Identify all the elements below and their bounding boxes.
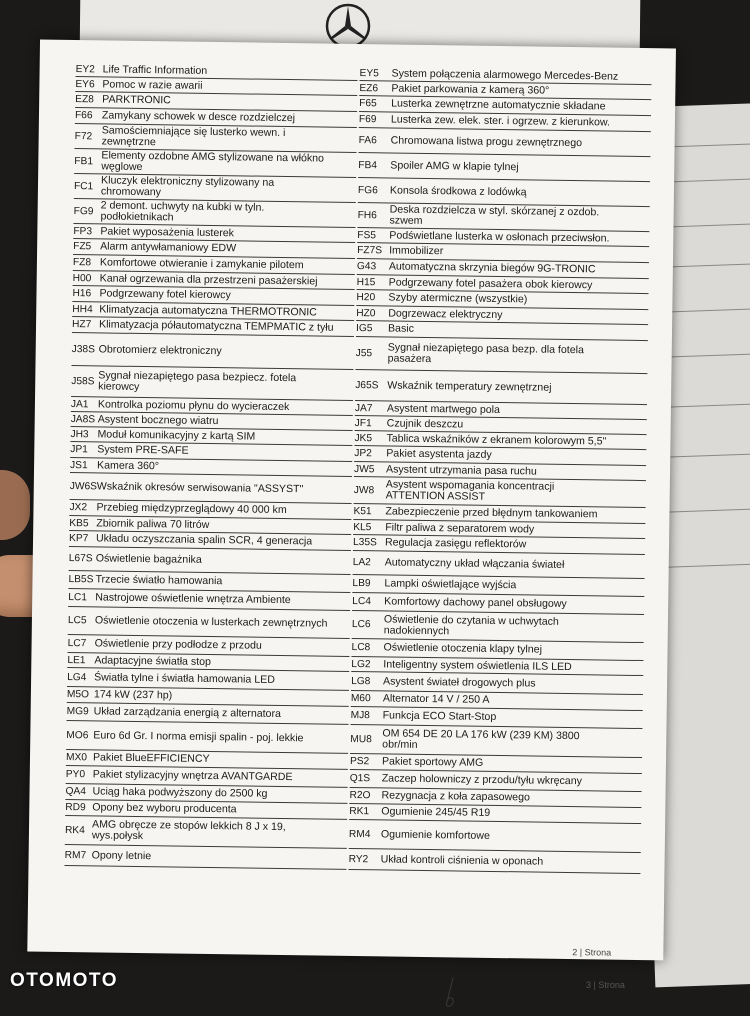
option-description: Lampki oświetlające wyjścia — [384, 577, 517, 592]
equipment-row-right — [350, 725, 642, 758]
equipment-row-left — [66, 721, 348, 754]
option-description: Rezygnacja z koła zapasowego — [381, 789, 530, 804]
option-description: Asystent martwego pola — [386, 401, 501, 416]
option-description: Asystent bocznego wiatru — [97, 412, 219, 427]
option-description: Lusterka zew. elek. ster. i ogrzew. z kierunkow. — [390, 113, 611, 129]
option-code: KB5 — [69, 517, 89, 529]
handwritten-mark — [434, 973, 465, 1013]
option-code: K51 — [353, 505, 372, 518]
option-description: Komfortowy dachowy panel obsługowy — [384, 595, 567, 610]
option-description: Układu oczyszczania spalin SCR, 4 generacja — [95, 532, 313, 548]
option-code: LC4 — [352, 595, 371, 608]
option-code: JK5 — [354, 432, 373, 444]
equipment-row-right — [355, 337, 647, 374]
option-code: L35S — [352, 536, 377, 549]
option-code: J58S — [71, 375, 95, 387]
option-description: Alarm antywłamaniowy EDW — [100, 240, 237, 255]
equipment-list-sheet — [27, 40, 676, 961]
option-description: Pakiet BlueEFFICIENCY — [92, 751, 210, 765]
option-description: Pakiet asystenta jazdy — [386, 447, 492, 461]
page-number: 2 | Strona — [572, 947, 612, 958]
equipment-row-right — [348, 849, 640, 874]
equipment-row-left — [68, 607, 350, 639]
option-code: F65 — [359, 98, 377, 110]
option-code: LA2 — [352, 556, 371, 569]
option-code: JA7 — [354, 402, 373, 414]
option-code: IG5 — [355, 323, 373, 335]
option-code: RM4 — [348, 828, 371, 840]
option-description: Moduł komunikacyjny z kartą SIM — [97, 427, 256, 443]
option-description: Asystent utrzymania pasa ruchu — [385, 462, 537, 478]
option-description: Uciąg haka podwyższony do 2500 kg — [92, 785, 268, 800]
option-code: Q1S — [349, 772, 371, 785]
option-description: Podgrzewany fotel pasażera obok kierowcy — [388, 275, 593, 291]
option-code: FH6 — [357, 209, 377, 221]
option-description: Oświetlenie otoczenia klapy tylnej — [383, 641, 543, 656]
option-description: Asystent wspomagania koncentracji ATTENTION ASSIST — [385, 478, 555, 503]
option-description: Funkcja ECO Start-Stop — [382, 709, 497, 723]
equipment-row-right — [355, 370, 647, 405]
option-code: EY2 — [75, 63, 95, 75]
option-code: F69 — [358, 114, 377, 126]
option-description: Komfortowe otwieranie i zamykanie pilotem — [99, 256, 304, 272]
option-code: RM7 — [64, 849, 87, 861]
option-description: OM 654 DE 20 LA 176 kW (239 KM) 3800 obr/min — [382, 727, 580, 751]
option-description: Oświetlenie bagażnika — [95, 552, 202, 566]
option-code: LC8 — [351, 641, 371, 654]
option-description: Kontrolka poziomu płynu do wycieraczek — [97, 397, 290, 413]
option-code: MX0 — [65, 751, 88, 764]
option-code: HZ7 — [71, 319, 92, 331]
option-description: Pomoc w razie awarii — [102, 77, 203, 92]
option-code: LB5S — [68, 574, 94, 586]
option-code: LG4 — [67, 671, 87, 683]
equipment-row-left — [70, 473, 352, 504]
option-description: Oświetlenie przy podłodze z przodu — [94, 637, 262, 652]
option-description: Automatyczna skrzynia biegów 9G-TRONIC — [388, 260, 596, 276]
option-code: H20 — [356, 292, 376, 304]
option-description: Basic — [387, 322, 415, 335]
option-description: Sygnał niezapiętego pasa bezp. dla fotela pasażera — [387, 341, 584, 366]
option-code: LE1 — [67, 654, 86, 666]
option-code: EZ8 — [75, 94, 94, 106]
option-description: Zamykany schowek w desce rozdzielczej — [101, 109, 296, 125]
option-description: Klimatyzacja półautomatyczna TEMPMATIC z tyłu — [98, 318, 334, 334]
equipment-row-right — [349, 820, 641, 853]
option-description: Ogumienie komfortowe — [380, 827, 490, 842]
option-code: LC1 — [68, 592, 88, 604]
option-description: Nastrojowe oświetlenie wnętrza Ambiente — [95, 591, 291, 607]
finger — [0, 470, 30, 540]
option-description: Opony letnie — [91, 848, 152, 862]
option-code: KP7 — [68, 533, 89, 545]
option-code: EY6 — [75, 78, 95, 90]
option-code: J38S — [71, 343, 96, 355]
option-code: LG2 — [351, 658, 371, 670]
option-code: FG9 — [73, 205, 94, 217]
option-code: FP3 — [73, 225, 93, 237]
option-code: LC6 — [351, 618, 371, 631]
option-code: MJ8 — [350, 709, 370, 722]
option-description: Immobilizer — [389, 244, 444, 258]
equipment-list-right — [348, 66, 651, 874]
option-description: Układ zarządzania energią z alternatora — [93, 705, 281, 720]
option-code: JP2 — [354, 447, 372, 460]
option-description: Kanał ogrzewania dla przestrzeni pasażerskiej — [99, 271, 318, 287]
option-code: H15 — [356, 276, 376, 288]
equipment-list-left — [64, 62, 357, 870]
option-code: MG9 — [66, 705, 89, 718]
option-code: JF1 — [354, 417, 372, 429]
option-code: F72 — [74, 130, 93, 142]
option-description: Układ kontroli ciśnienia w oponach — [380, 852, 544, 868]
option-description: Kluczyk elektroniczny stylizowany na chromowany — [100, 174, 275, 199]
equipment-row-left — [75, 124, 357, 153]
option-code: J55 — [355, 347, 373, 359]
option-description: Szyby atermiczne (wszystkie) — [388, 291, 528, 306]
option-code: FA6 — [358, 134, 377, 146]
option-code: HH4 — [72, 303, 93, 315]
option-code: H00 — [72, 272, 92, 284]
option-description: 2 demont. uchwyty na kubki w tyln. podłokietnikach — [100, 199, 265, 224]
option-code: LC7 — [67, 638, 87, 650]
option-description: AMG obręcze ze stopów lekkich 8 J x 19, wys.połysk — [91, 818, 286, 843]
option-code: PY0 — [65, 768, 86, 781]
option-code: G43 — [356, 261, 377, 273]
option-description: Obrotomierz elektroniczny — [98, 342, 222, 357]
option-description: Deska rozdzielcza w styl. skórzanej z ozdob. szwem — [389, 203, 600, 227]
option-code: F66 — [74, 110, 93, 122]
option-description: System połączenia alarmowego Mercedes-Benz — [391, 66, 619, 83]
option-description: Elementy ozdobne AMG stylizowane na włókno węglowe — [101, 149, 325, 174]
option-description: Pakiet sportowy AMG — [381, 755, 484, 769]
equipment-row-left — [65, 816, 347, 849]
option-code: FZ7S — [357, 245, 383, 257]
option-description: Światła tylne i światła hamowania LED — [94, 670, 275, 686]
option-description: Wskaźnik okresów serwisowania "ASSYST" — [96, 479, 304, 495]
option-description: Konsola środkowa z lodówką — [389, 183, 527, 198]
option-description: Kamera 360° — [97, 458, 160, 472]
option-description: Wskaźnik temperatury zewnętrznej — [387, 378, 552, 394]
option-code: RY2 — [348, 853, 369, 865]
option-code: JW5 — [353, 463, 375, 475]
option-description: Dogrzewacz elektryczny — [388, 306, 503, 321]
option-code: J65S — [355, 379, 379, 391]
option-code: EY5 — [359, 67, 379, 79]
option-code: JH3 — [70, 428, 89, 440]
option-description: Tablica wskaźników z ekranem kolorowym 5,5" — [386, 431, 607, 448]
option-code: JP1 — [70, 444, 88, 456]
option-code: FB1 — [74, 155, 94, 167]
option-description: Chromowana listwa progu zewnętrznego — [390, 133, 583, 149]
option-description: Zaczep holowniczy z przodu/tyłu wkręcany — [381, 772, 583, 788]
option-code: FC1 — [73, 180, 94, 192]
option-code: QA4 — [65, 785, 87, 798]
option-description: Inteligentny system oświetlenia ILS LED — [383, 657, 572, 673]
option-description: Podświetlane lusterka w osłonach przeciwsłon. — [389, 228, 610, 245]
option-code: KL5 — [353, 521, 372, 533]
option-description: Klimatyzacja automatyczna THERMOTRONIC — [99, 302, 317, 318]
option-code: PS2 — [349, 755, 370, 768]
option-code: JW8 — [353, 484, 375, 496]
option-code: MO6 — [66, 729, 89, 741]
option-code: LC5 — [67, 615, 87, 627]
equipment-row-right — [354, 477, 646, 508]
option-description: System PRE-SAFE — [97, 443, 189, 457]
option-code: R2O — [349, 789, 371, 802]
option-code: LG8 — [351, 675, 371, 687]
option-code: HZ0 — [356, 307, 376, 319]
option-code: EZ6 — [359, 82, 379, 94]
option-description: Ogumienie 245/45 R19 — [381, 805, 491, 819]
option-description: Life Traffic Information — [102, 62, 208, 77]
option-description: Trzecie światło hamowania — [95, 573, 223, 588]
option-description: Sygnał niezapiętego pasa bezpiecz. fotela kierowcy — [98, 369, 297, 393]
option-description: Podgrzewany fotel kierowcy — [99, 287, 231, 302]
option-code: JA8S — [70, 413, 96, 425]
option-description: Automatyczny układ włączania świateł — [384, 556, 565, 571]
option-code: FZ5 — [73, 241, 92, 253]
option-code: FS5 — [357, 229, 377, 241]
option-code: JS1 — [70, 459, 88, 471]
equipment-row-left — [64, 845, 346, 870]
option-description: Spoiler AMG w klapie tylnej — [390, 158, 519, 173]
option-description: Euro 6d Gr. I norma emisji spalin - poj. lekkie — [93, 728, 304, 744]
otomoto-watermark: OTOMOTO — [10, 970, 118, 991]
option-description: Pakiet stylizacyjny wnętrza AVANTGARDE — [92, 768, 293, 784]
option-description: Zbiornik paliwa 70 litrów — [96, 516, 210, 531]
option-description: PARKTRONIC — [102, 93, 171, 107]
option-description: Pakiet wyposażenia lusterek — [100, 224, 235, 239]
option-code: JA1 — [70, 398, 89, 410]
option-code: L67S — [68, 553, 93, 565]
option-description: Lusterka zewnętrzne automatycznie składane — [391, 97, 606, 113]
option-code: H16 — [72, 288, 92, 300]
option-description: Oświetlenie otoczenia w lusterkach zewnętrznych — [94, 614, 328, 630]
option-code: LB9 — [352, 577, 371, 590]
option-code: MU8 — [350, 733, 372, 745]
option-description: Samościemniające się lusterko wewn. i zewnętrzne — [101, 124, 286, 149]
option-code: FZ8 — [72, 257, 92, 269]
option-description: Alternator 14 V / 250 A — [382, 692, 490, 706]
option-description: Filtr paliwa z separatorem wody — [385, 520, 535, 536]
option-code: RD9 — [65, 801, 86, 814]
option-code: FG6 — [357, 184, 378, 196]
option-description: Asystent świateł drogowych plus — [383, 674, 536, 690]
option-code: M5O — [66, 688, 90, 701]
option-description: Regulacja zasięgu reflektorów — [384, 536, 527, 551]
equipment-row-left — [74, 149, 356, 178]
option-code: JX2 — [69, 502, 88, 514]
option-description: Przebieg międzyprzeglądowy 40 000 km — [96, 501, 287, 517]
equipment-row-right — [352, 611, 644, 643]
option-description: Pakiet parkowania z kamerą 360° — [391, 81, 550, 97]
option-code: M60 — [350, 692, 371, 705]
option-description: Czujnik deszczu — [386, 416, 464, 431]
equipment-row-left — [71, 333, 353, 370]
option-code: RK4 — [64, 824, 85, 836]
option-description: Zabezpieczenie przed błędnym tankowaniem — [385, 505, 598, 521]
option-description: Oświetlenie do czytania w uchwytach nadokiennych — [383, 612, 559, 637]
option-description: 174 kW (237 hp) — [93, 688, 173, 702]
page-number-under: 3 | Strona — [586, 980, 625, 990]
option-code: JW6S — [69, 480, 98, 492]
option-code: RK1 — [349, 805, 370, 818]
equipment-row-left — [71, 366, 353, 401]
option-code: FB4 — [358, 159, 378, 171]
option-description: Adaptacyjne światła stop — [94, 653, 212, 668]
option-description: Opony bez wyboru producenta — [92, 801, 237, 816]
